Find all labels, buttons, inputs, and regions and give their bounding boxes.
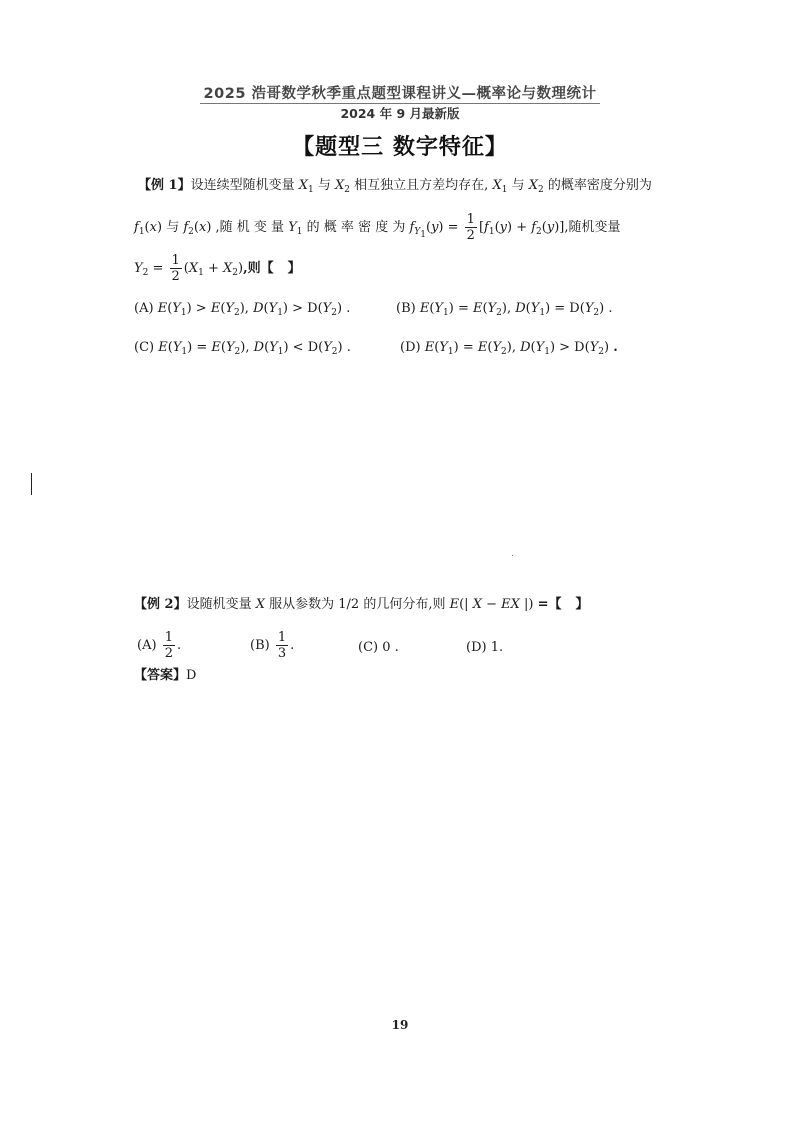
option-value: 0 . xyxy=(382,640,399,655)
example1-option-a: (A) $E(Y_1) > E(Y_2)$, $D(Y_1) > D(Y_2)$ . xyxy=(134,301,351,318)
answer-label: 【答案】 xyxy=(134,668,187,683)
example1-answer-bracket-close: 】 xyxy=(287,261,301,276)
example1-line1: 【例 1】设连续型随机变量 $X_1$ 与 $X_2$ 相互独立且方差均存在, $X_1$ 与 $X_2$ 的概率密度分别为 xyxy=(138,178,652,195)
example2-answer-bracket-open: =【 xyxy=(537,597,562,612)
option-label: (B) xyxy=(396,301,416,316)
example1-option-c: (C) $E(Y_1) = E(Y_2)$, $D(Y_1) < D(Y_2)$ . xyxy=(134,340,351,357)
example2-tag: 【例 2】 xyxy=(134,597,187,612)
example2-question: 【例 2】设随机变量 X 服从参数为 1/2 的几何分布,则 E(| X − EX |) =【 】 xyxy=(134,597,589,612)
example1-and: 与 xyxy=(317,178,331,193)
option-label: (C) xyxy=(358,640,379,655)
page-number: 19 xyxy=(391,1018,409,1032)
option-label: (A) xyxy=(134,301,154,316)
fraction-one-half: $\frac{1}{2}$ xyxy=(466,212,475,243)
example1-text: 设连续型随机变量 xyxy=(190,178,295,193)
example1-and: 与 xyxy=(166,220,180,235)
example1-option-b: (B) $E(Y_1) = E(Y_2)$, $D(Y_1) = D(Y_2)$ . xyxy=(396,301,613,318)
option-label: (D) xyxy=(466,640,487,655)
document-header-title: 2025 浩哥数学秋季重点题型课程讲义—概率论与数理统计 xyxy=(203,86,597,102)
example1-answer-bracket-open: ,则【 xyxy=(243,261,274,276)
example1-and: 与 xyxy=(511,178,525,193)
example1-text: ,随 机 变 量 xyxy=(215,220,285,235)
example1-text: 的概率密度分别为 xyxy=(547,178,652,193)
example2-answer-bracket-close: 】 xyxy=(575,597,589,612)
option-value: 1. xyxy=(490,640,504,655)
document-header-subtitle: 2024 年 9 月最新版 xyxy=(340,106,460,121)
answer-value: D xyxy=(186,668,197,683)
section-title: 【题型三 数字特征】 xyxy=(292,135,508,160)
option-label: (B) xyxy=(250,638,270,653)
option-label: (C) xyxy=(134,340,155,355)
scan-dot xyxy=(512,555,513,556)
example1-text: ,随机变量 xyxy=(564,220,621,235)
margin-mark xyxy=(31,473,32,495)
option-label: (D) xyxy=(400,340,421,355)
example2-text: 服从参数为 1/2 的几何分布,则 xyxy=(269,597,446,612)
example2-text: 设随机变量 xyxy=(186,597,252,612)
example2-answer xyxy=(134,668,196,684)
fraction-one-third: $\frac{1}{3}$ xyxy=(277,630,287,661)
option-label: (A) xyxy=(137,638,157,653)
example1-line3: $Y_2$ = $\frac{1}{2}$ $(X_1 + X_2)$,则【 】 xyxy=(134,253,301,284)
example2-option-b: (B) $\frac{1}{3}$ . xyxy=(250,630,295,661)
example2-option-c xyxy=(358,640,399,656)
example1-tag: 【例 1】 xyxy=(138,178,191,193)
example1-text: 相互独立且方差均存在, xyxy=(354,178,489,193)
example2-option-d xyxy=(466,640,503,656)
example1-text: 的 概 率 密 度 为 xyxy=(306,220,406,235)
fraction-one-half: $\frac{1}{2}$ xyxy=(164,630,173,661)
fraction-one-half: $\frac{1}{2}$ xyxy=(171,253,180,284)
example1-option-d: (D) $E(Y_1) = E(Y_2)$, $D(Y_1) > D(Y_2)$ . xyxy=(400,340,618,357)
example1-line2: $f_1(x)$ 与 $f_2(x)$ ,随 机 变 量 $Y_1$ 的 概 率 密 度 为 $f_{Y_1}(y)$ = $\frac{1}{2}$ $[f_1(y) + f_2(y)]$,随机变量 xyxy=(134,212,621,243)
example2-option-a: (A) $\frac{1}{2}$ . xyxy=(137,630,182,661)
